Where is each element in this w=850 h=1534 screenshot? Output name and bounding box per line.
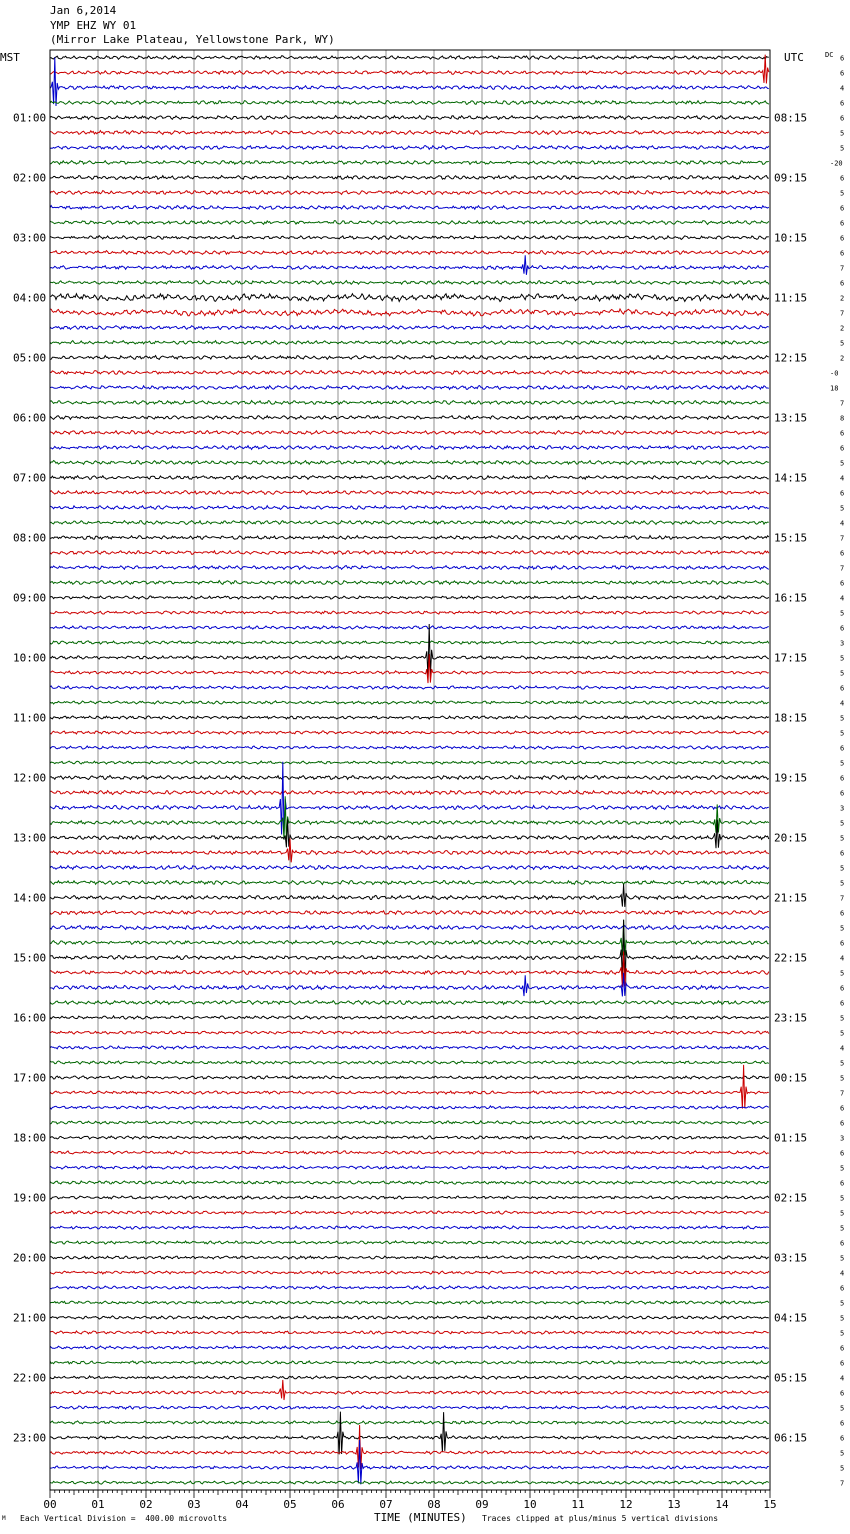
x-axis bbox=[43, 1490, 776, 1511]
dc-offset-label: 5 bbox=[840, 1314, 845, 1323]
dc-offset-label: 6 bbox=[840, 444, 845, 453]
trace-20 bbox=[50, 341, 769, 345]
left-hour-label: 20:00 bbox=[13, 1251, 47, 1265]
trace-32 bbox=[50, 521, 769, 525]
seismic-traces bbox=[50, 55, 769, 1485]
trace-39 bbox=[50, 626, 769, 629]
dc-offset-label: 5 bbox=[840, 1164, 845, 1173]
dc-offset-label: 7 bbox=[840, 309, 845, 318]
x-tick-label: 10 bbox=[523, 1498, 537, 1511]
dc-offset-label: 5 bbox=[840, 969, 845, 978]
trace-38 bbox=[50, 611, 769, 614]
left-hour-label: 03:00 bbox=[13, 231, 47, 245]
left-hour-label: 15:00 bbox=[13, 951, 47, 965]
left-axis-title: MST bbox=[0, 51, 20, 64]
trace-50 bbox=[50, 791, 769, 795]
trace-18 bbox=[50, 309, 769, 316]
trace-84 bbox=[50, 1301, 769, 1304]
trace-65 bbox=[50, 1016, 769, 1019]
trace-22 bbox=[50, 371, 769, 375]
dc-offset-label: 4 bbox=[840, 954, 845, 963]
trace-27 bbox=[50, 446, 769, 450]
trace-54 bbox=[50, 838, 769, 862]
trace-7 bbox=[50, 146, 769, 150]
left-hour-label: 06:00 bbox=[13, 411, 47, 425]
dc-offset-label: 6 bbox=[840, 1359, 845, 1368]
trace-67 bbox=[50, 1046, 769, 1049]
trace-52 bbox=[50, 796, 769, 839]
right-hour-label: 09:15 bbox=[774, 171, 808, 185]
trace-87 bbox=[50, 1346, 769, 1349]
dc-offset-label: 4 bbox=[840, 519, 845, 528]
trace-6 bbox=[50, 131, 769, 135]
trace-3 bbox=[50, 57, 769, 106]
dc-offset-label: 5 bbox=[840, 1209, 845, 1218]
x-tick-label: 14 bbox=[715, 1498, 729, 1511]
dc-offset-label: 3 bbox=[840, 804, 845, 813]
x-tick-label: 05 bbox=[283, 1498, 297, 1511]
trace-86 bbox=[50, 1331, 769, 1334]
right-hour-label: 03:15 bbox=[774, 1251, 808, 1265]
x-tick-label: 03 bbox=[187, 1498, 201, 1511]
trace-93 bbox=[50, 1412, 769, 1455]
left-hour-label: 10:00 bbox=[13, 651, 47, 665]
dc-offset-label: 5 bbox=[840, 1254, 845, 1263]
right-hour-label: 12:15 bbox=[774, 351, 808, 365]
dc-offset-label: 7 bbox=[840, 1089, 845, 1098]
x-tick-label: 06 bbox=[331, 1498, 345, 1511]
dc-offset-label: 5 bbox=[840, 1464, 845, 1473]
trace-78 bbox=[50, 1211, 769, 1214]
dc-offset-label: 7 bbox=[840, 1479, 845, 1488]
left-hour-label: 05:00 bbox=[13, 351, 47, 365]
left-hour-label: 04:00 bbox=[13, 291, 47, 305]
trace-36 bbox=[50, 581, 769, 585]
trace-95 bbox=[50, 1440, 769, 1484]
trace-70 bbox=[50, 1065, 769, 1109]
dc-offset-label: 3 bbox=[840, 1134, 845, 1143]
dc-offset-label: 7 bbox=[840, 564, 845, 573]
trace-16 bbox=[50, 281, 769, 285]
clipping-note: Traces clipped at plus/minus 5 vertical divisions bbox=[482, 1514, 719, 1523]
dc-offset-label: 6 bbox=[840, 1179, 845, 1188]
dc-offset-label: 3 bbox=[840, 639, 845, 648]
right-hour-label: 00:15 bbox=[774, 1071, 808, 1085]
dc-offset-label: 6 bbox=[840, 249, 845, 258]
dc-offset-label: 4 bbox=[840, 594, 845, 603]
dc-offset-label: 5 bbox=[840, 669, 845, 678]
trace-69 bbox=[50, 1076, 769, 1079]
right-hour-label: 13:15 bbox=[774, 411, 808, 425]
x-tick-label: 08 bbox=[427, 1498, 441, 1511]
trace-85 bbox=[50, 1316, 769, 1319]
dc-offset-label: 4 bbox=[840, 1044, 845, 1053]
trace-12 bbox=[50, 221, 769, 225]
dc-offset-label: 6 bbox=[840, 549, 845, 558]
trace-34 bbox=[50, 551, 769, 555]
trace-11 bbox=[50, 206, 769, 210]
dc-offset-label: 5 bbox=[840, 1059, 845, 1068]
trace-31 bbox=[50, 506, 769, 510]
trace-92 bbox=[50, 1421, 769, 1424]
dc-offset-label: 8 bbox=[840, 414, 845, 423]
right-axis-title: UTC bbox=[784, 51, 804, 64]
trace-96 bbox=[50, 1481, 769, 1484]
dc-offset-label: 6 bbox=[840, 204, 845, 213]
x-axis-title: TIME (MINUTES) bbox=[374, 1511, 467, 1524]
trace-72 bbox=[50, 1121, 769, 1124]
trace-82 bbox=[50, 1271, 769, 1274]
dc-offset-label: 5 bbox=[840, 654, 845, 663]
left-hour-label: 18:00 bbox=[13, 1131, 47, 1145]
dc-offset-label: 6 bbox=[840, 909, 845, 918]
left-hour-label: 11:00 bbox=[13, 711, 47, 725]
right-hour-label: 10:15 bbox=[774, 231, 808, 245]
dc-offset-label: -0 bbox=[830, 369, 839, 378]
dc-offset-label: 6 bbox=[840, 1104, 845, 1113]
dc-offset-label: 6 bbox=[840, 684, 845, 693]
dc-offset-label: 7 bbox=[840, 894, 845, 903]
left-hour-label: 14:00 bbox=[13, 891, 47, 905]
right-hour-label: 01:15 bbox=[774, 1131, 808, 1145]
trace-15 bbox=[50, 255, 769, 274]
dc-offset-label: 5 bbox=[840, 1029, 845, 1038]
left-hour-label: 07:00 bbox=[13, 471, 47, 485]
dc-offset-label: 5 bbox=[840, 189, 845, 198]
dc-offset-label: 5 bbox=[840, 1224, 845, 1233]
trace-90 bbox=[50, 1380, 769, 1400]
trace-89 bbox=[50, 1376, 769, 1379]
dc-offset-label: 4 bbox=[840, 474, 845, 483]
left-hour-label: 02:00 bbox=[13, 171, 47, 185]
trace-24 bbox=[50, 401, 769, 405]
dc-offset-label: 6 bbox=[840, 99, 845, 108]
trace-88 bbox=[50, 1361, 769, 1364]
x-tick-label: 02 bbox=[139, 1498, 153, 1511]
trace-21 bbox=[50, 356, 769, 360]
trace-14 bbox=[50, 251, 769, 255]
dc-offset-label: 5 bbox=[840, 1299, 845, 1308]
trace-9 bbox=[50, 176, 769, 180]
dc-offset-label: 6 bbox=[840, 429, 845, 438]
dc-offset-label: 5 bbox=[840, 729, 845, 738]
right-hour-label: 16:15 bbox=[774, 591, 808, 605]
right-hour-label: 23:15 bbox=[774, 1011, 808, 1025]
dc-offset-label: 6 bbox=[840, 279, 845, 288]
x-tick-label: 12 bbox=[619, 1498, 633, 1511]
trace-91 bbox=[50, 1406, 769, 1409]
trace-77 bbox=[50, 1196, 769, 1199]
left-hour-label: 19:00 bbox=[13, 1191, 47, 1205]
trace-33 bbox=[50, 536, 769, 540]
trace-43 bbox=[50, 686, 769, 689]
dc-offset-label: 6 bbox=[840, 174, 845, 183]
trace-71 bbox=[50, 1106, 769, 1109]
left-hour-label: 23:00 bbox=[13, 1431, 47, 1445]
dc-offset-label: 4 bbox=[840, 1374, 845, 1383]
right-hour-label: 05:15 bbox=[774, 1371, 808, 1385]
right-hour-label: 02:15 bbox=[774, 1191, 808, 1205]
minute-gridlines bbox=[98, 50, 722, 1490]
left-hour-label: 13:00 bbox=[13, 831, 47, 845]
trace-44 bbox=[50, 701, 769, 704]
trace-35 bbox=[50, 566, 769, 570]
dc-offset-label: 5 bbox=[840, 129, 845, 138]
trace-79 bbox=[50, 1226, 769, 1229]
trace-29 bbox=[50, 476, 769, 480]
x-tick-label: 00 bbox=[43, 1498, 57, 1511]
dc-offset-label: 5 bbox=[840, 714, 845, 723]
dc-offset-label: 6 bbox=[840, 1389, 845, 1398]
right-hour-label: 06:15 bbox=[774, 1431, 808, 1445]
dc-offset-label: 5 bbox=[840, 819, 845, 828]
dc-offset-label: 6 bbox=[840, 114, 845, 123]
trace-25 bbox=[50, 416, 769, 420]
trace-28 bbox=[50, 461, 769, 465]
dc-offset-label: 5 bbox=[840, 1074, 845, 1083]
x-tick-label: 09 bbox=[475, 1498, 489, 1511]
dc-offset-label: 6 bbox=[840, 789, 845, 798]
right-hour-label: 08:15 bbox=[774, 111, 808, 125]
dc-offset-label: 5 bbox=[840, 504, 845, 513]
dc-offset-label: 2 bbox=[840, 354, 845, 363]
trace-2 bbox=[50, 55, 769, 84]
dc-offset-label: 5 bbox=[840, 459, 845, 468]
trace-57 bbox=[50, 884, 769, 907]
left-hour-label: 08:00 bbox=[13, 531, 47, 545]
dc-offset-label: 4 bbox=[840, 1269, 845, 1278]
trace-74 bbox=[50, 1151, 769, 1154]
x-tick-label: 07 bbox=[379, 1498, 393, 1511]
left-hour-label: 16:00 bbox=[13, 1011, 47, 1025]
dc-offset-label: 6 bbox=[840, 579, 845, 588]
dc-offset-label: 6 bbox=[840, 744, 845, 753]
dc-offset-label: 6 bbox=[840, 1119, 845, 1128]
trace-17 bbox=[50, 294, 769, 302]
trace-26 bbox=[50, 431, 769, 435]
right-hour-label: 15:15 bbox=[774, 531, 808, 545]
dc-offset-label: -20 bbox=[830, 159, 843, 168]
dc-offset-label: 5 bbox=[840, 1404, 845, 1413]
trace-64 bbox=[50, 1001, 769, 1005]
station-location: (Mirror Lake Plateau, Yellowstone Park, WY) bbox=[50, 33, 335, 46]
x-tick-label: 15 bbox=[763, 1498, 777, 1511]
trace-58 bbox=[50, 911, 769, 915]
dc-offset-label: 6 bbox=[840, 624, 845, 633]
dc-offset-label: 6 bbox=[840, 774, 845, 783]
left-hour-label: 21:00 bbox=[13, 1311, 47, 1325]
dc-offset-label: 5 bbox=[840, 1194, 845, 1203]
dc-offset-label: 4 bbox=[840, 84, 845, 93]
trace-48 bbox=[50, 761, 769, 764]
trace-23 bbox=[50, 386, 769, 390]
dc-offset-label: 5 bbox=[840, 879, 845, 888]
right-hour-label: 04:15 bbox=[774, 1311, 808, 1325]
right-hour-label: 17:15 bbox=[774, 651, 808, 665]
dc-offset-label: 6 bbox=[840, 54, 845, 63]
dc-offset-label: 6 bbox=[840, 939, 845, 948]
dc-offset-label: 5 bbox=[840, 924, 845, 933]
trace-68 bbox=[50, 1061, 769, 1064]
vertical-scale-note: Each Vertical Division = 400.00 microvolts bbox=[20, 1514, 228, 1523]
trace-37 bbox=[50, 596, 769, 599]
trace-49 bbox=[50, 776, 769, 780]
trace-80 bbox=[50, 1241, 769, 1244]
trace-73 bbox=[50, 1136, 769, 1139]
left-hour-label: 12:00 bbox=[13, 771, 47, 785]
trace-59 bbox=[50, 926, 769, 930]
dc-offset-label: 5 bbox=[840, 339, 845, 348]
right-hour-label: 20:15 bbox=[774, 831, 808, 845]
left-hour-label: 09:00 bbox=[13, 591, 47, 605]
trace-56 bbox=[50, 881, 769, 885]
dc-offset-label: 5 bbox=[840, 759, 845, 768]
trace-8 bbox=[50, 161, 769, 165]
dc-offset-label: 6 bbox=[840, 1344, 845, 1353]
dc-offset-label: 4 bbox=[840, 699, 845, 708]
dc-offset-label: 6 bbox=[840, 69, 845, 78]
trace-55 bbox=[50, 866, 769, 870]
trace-47 bbox=[50, 746, 769, 749]
dc-offset-label: 5 bbox=[840, 864, 845, 873]
dc-offset-label: 7 bbox=[840, 534, 845, 543]
trace-10 bbox=[50, 191, 769, 195]
dc-offset-label: 5 bbox=[840, 834, 845, 843]
trace-83 bbox=[50, 1286, 769, 1289]
trace-81 bbox=[50, 1256, 769, 1259]
dc-offset-label: 6 bbox=[840, 1434, 845, 1443]
x-tick-label: 01 bbox=[91, 1498, 105, 1511]
dc-offset-label: 6 bbox=[840, 984, 845, 993]
right-hour-label: 14:15 bbox=[774, 471, 808, 485]
dc-offset-label: 5 bbox=[840, 1449, 845, 1458]
dc-label: DC bbox=[825, 51, 834, 59]
trace-45 bbox=[50, 716, 769, 719]
dc-offset-label: 5 bbox=[840, 1329, 845, 1338]
dc-offset-label: 18 bbox=[830, 384, 839, 393]
trace-60 bbox=[50, 920, 769, 956]
trace-13 bbox=[50, 236, 769, 240]
corner-mark: M bbox=[2, 1515, 6, 1522]
left-hour-label: 01:00 bbox=[13, 111, 47, 125]
x-tick-label: 04 bbox=[235, 1498, 249, 1511]
dc-offset-label: 7 bbox=[840, 399, 845, 408]
x-tick-label: 13 bbox=[667, 1498, 681, 1511]
dc-offset-label: 6 bbox=[840, 1239, 845, 1248]
dc-offset-label: 7 bbox=[840, 264, 845, 273]
dc-offset-label: 5 bbox=[840, 1014, 845, 1023]
station-code: YMP EHZ WY 01 bbox=[50, 18, 137, 32]
trace-76 bbox=[50, 1181, 769, 1184]
dc-offset-label: 6 bbox=[840, 849, 845, 858]
dc-offset-label: 5 bbox=[840, 609, 845, 618]
dc-offset-label: 6 bbox=[840, 234, 845, 243]
trace-46 bbox=[50, 731, 769, 734]
dc-offset-label: 2 bbox=[840, 294, 845, 303]
right-hour-label: 22:15 bbox=[774, 951, 808, 965]
dc-offset-label: 6 bbox=[840, 1419, 845, 1428]
trace-94 bbox=[50, 1425, 769, 1469]
trace-4 bbox=[50, 101, 769, 105]
chart-date: Jan 6,2014 bbox=[50, 4, 117, 17]
trace-41 bbox=[50, 624, 769, 677]
trace-75 bbox=[50, 1166, 769, 1169]
dc-offset-label: 6 bbox=[840, 1284, 845, 1293]
dc-offset-label: 2 bbox=[840, 324, 845, 333]
x-tick-label: 11 bbox=[571, 1498, 585, 1511]
trace-40 bbox=[50, 641, 769, 644]
trace-63 bbox=[50, 973, 769, 997]
trace-66 bbox=[50, 1031, 769, 1034]
dc-offset-label: 6 bbox=[840, 489, 845, 498]
dc-offset-label: 6 bbox=[840, 999, 845, 1008]
left-hour-label: 22:00 bbox=[13, 1371, 47, 1385]
trace-19 bbox=[50, 326, 769, 330]
right-hour-label: 11:15 bbox=[774, 291, 808, 305]
trace-30 bbox=[50, 491, 769, 495]
right-hour-label: 18:15 bbox=[774, 711, 808, 725]
dc-offset-label: 6 bbox=[840, 219, 845, 228]
plot-frame bbox=[50, 50, 770, 1490]
right-hour-label: 19:15 bbox=[774, 771, 808, 785]
trace-5 bbox=[50, 116, 769, 120]
left-hour-label: 17:00 bbox=[13, 1071, 47, 1085]
dc-offset-label: 5 bbox=[840, 144, 845, 153]
dc-offset-label: 6 bbox=[840, 1149, 845, 1158]
right-hour-label: 21:15 bbox=[774, 891, 808, 905]
trace-1 bbox=[50, 56, 769, 60]
